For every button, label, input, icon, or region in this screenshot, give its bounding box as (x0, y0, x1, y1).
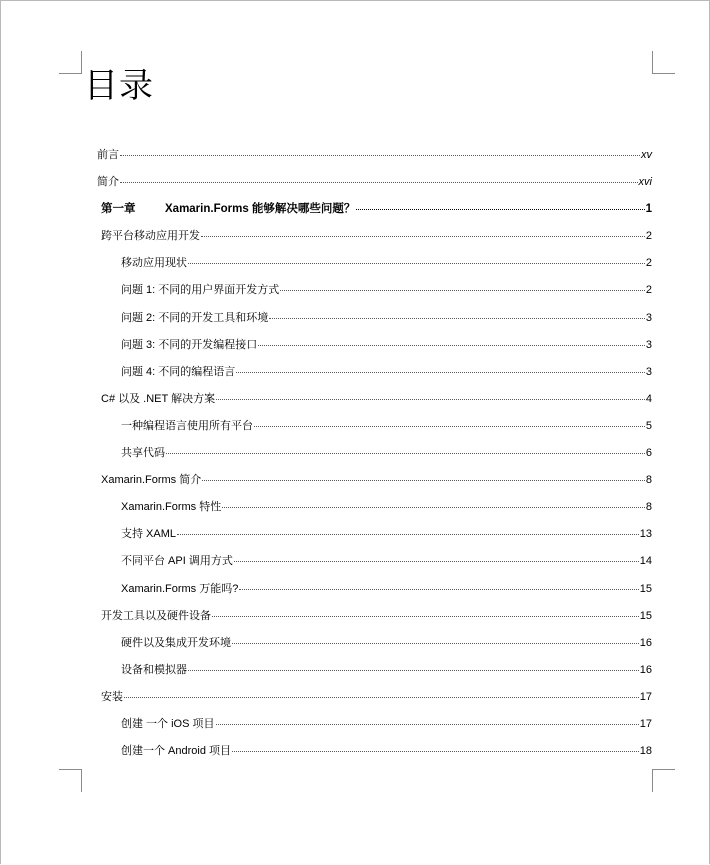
toc-leader (280, 290, 645, 291)
toc-entry[interactable] (97, 688, 652, 715)
toc-entry-text: 简介 (97, 176, 119, 189)
toc-page-number: 2 (645, 257, 652, 270)
toc-page-number: 14 (639, 555, 652, 568)
toc-leader (188, 263, 645, 264)
toc-page-number: 2 (645, 230, 652, 243)
toc-entry-chapter-1[interactable] (97, 200, 652, 227)
toc-page-number: xv (641, 149, 652, 161)
toc-entry[interactable] (97, 390, 652, 417)
toc-leader (166, 453, 645, 454)
toc-entry[interactable] (97, 227, 652, 254)
toc-entry[interactable] (97, 661, 652, 688)
toc-page-number: xvi (638, 176, 652, 189)
toc-leader (258, 345, 645, 346)
toc-entry[interactable] (97, 309, 652, 336)
toc-leader (216, 724, 639, 725)
toc-entry-text: 创建 一个 iOS 项目 (121, 717, 215, 730)
toc-entry[interactable] (97, 525, 652, 552)
toc-page-number: 8 (645, 501, 652, 514)
toc-entry[interactable] (97, 498, 652, 525)
toc-page-number: 17 (639, 717, 652, 730)
toc-leader (236, 372, 645, 373)
toc-entry[interactable] (97, 417, 652, 444)
toc-page-number: 15 (639, 609, 652, 622)
crop-mark-bottom-right (652, 769, 675, 792)
toc-entry-text: 问题 2: 不同的开发工具和环境 (121, 311, 269, 324)
toc-entry[interactable] (97, 607, 652, 634)
toc-leader (222, 507, 645, 508)
toc-entry-text: 前言 (97, 149, 119, 161)
toc-entry-text: 创建一个 Android 项目 (121, 745, 232, 758)
toc-chapter-number: 第一章 (101, 203, 136, 216)
toc-entry-text: 硬件以及集成开发环境 (121, 636, 231, 649)
toc-leader (269, 318, 645, 319)
toc-entry-text: 跨平台移动应用开发 (101, 230, 200, 243)
toc-leader (212, 616, 639, 617)
toc-leader (120, 182, 638, 183)
toc-page-number: 8 (645, 474, 652, 487)
toc-entry[interactable] (97, 336, 652, 363)
toc-page-number: 3 (645, 338, 652, 351)
toc-leader (254, 426, 645, 427)
toc-leader (124, 697, 639, 698)
toc-entry[interactable] (97, 281, 652, 308)
toc-entry-text: 设备和模拟器 (121, 663, 187, 676)
toc-entry[interactable] (97, 471, 652, 498)
table-of-contents (97, 146, 652, 769)
toc-leader (201, 236, 645, 237)
toc-entry-text: 问题 1: 不同的用户界面开发方式 (121, 284, 280, 297)
toc-leader (120, 155, 640, 156)
toc-entry[interactable] (97, 580, 652, 607)
toc-page-number: 18 (639, 745, 652, 758)
toc-page-number: 16 (639, 636, 652, 649)
toc-entry[interactable] (97, 634, 652, 661)
toc-entry-text: 问题 3: 不同的开发编程接口 (121, 338, 258, 351)
toc-entry-text: Xamarin.Forms 简介 (101, 474, 202, 487)
toc-entry[interactable] (97, 254, 652, 281)
toc-leader (239, 589, 638, 590)
toc-entry-text: 问题 4: 不同的编程语言 (121, 365, 236, 378)
toc-leader (216, 399, 645, 400)
toc-leader (232, 751, 639, 752)
toc-leader (232, 643, 639, 644)
toc-leader (234, 561, 639, 562)
toc-entry-text: 移动应用现状 (121, 257, 187, 270)
toc-entry-text: Xamarin.Forms 能够解决哪些问题？ (165, 203, 356, 216)
crop-mark-top-left (59, 51, 82, 74)
toc-page-number: 17 (639, 690, 652, 703)
page-title: 目录 (84, 66, 154, 106)
toc-leader (202, 480, 645, 481)
toc-entry-text: 开发工具以及硬件设备 (101, 609, 211, 622)
toc-entry[interactable] (97, 444, 652, 471)
toc-page-number: 3 (645, 311, 652, 324)
crop-mark-bottom-left (59, 769, 82, 792)
toc-page-number: 13 (639, 528, 652, 541)
toc-entry-text: C# 以及 .NET 解决方案 (101, 392, 216, 405)
toc-leader (177, 534, 639, 535)
toc-entry-introduction[interactable] (97, 173, 652, 200)
toc-page-number: 16 (639, 663, 652, 676)
toc-page-number: 1 (645, 203, 652, 216)
toc-entry[interactable] (97, 742, 652, 769)
toc-page-number: 5 (645, 419, 652, 432)
toc-page-number: 2 (645, 284, 652, 297)
toc-page-number: 4 (645, 392, 652, 405)
toc-entry-text: Xamarin.Forms 特性 (121, 501, 222, 514)
toc-entry-text: 不同平台 API 调用方式 (121, 555, 233, 568)
toc-page-number: 6 (645, 447, 652, 460)
toc-page-number: 3 (645, 365, 652, 378)
toc-entry[interactable] (97, 363, 652, 390)
toc-entry-text: 支持 XAML (121, 528, 177, 541)
toc-leader (188, 670, 639, 671)
toc-entry-preface[interactable] (97, 146, 652, 173)
toc-entry[interactable] (97, 552, 652, 579)
toc-entry-text: 安装 (101, 690, 123, 703)
toc-entry[interactable] (97, 715, 652, 742)
toc-entry-text: 一种编程语言使用所有平台 (121, 419, 253, 432)
toc-entry-text: Xamarin.Forms 万能吗? (121, 582, 239, 595)
toc-entry-text: 共享代码 (121, 447, 165, 460)
crop-mark-top-right (652, 51, 675, 74)
toc-leader (356, 209, 644, 210)
toc-page-number: 15 (639, 582, 652, 595)
